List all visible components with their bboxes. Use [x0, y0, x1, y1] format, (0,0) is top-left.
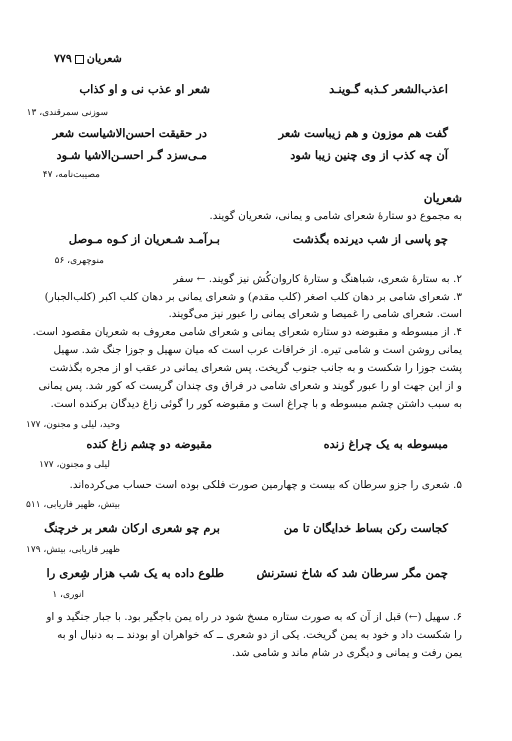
verse-source: وحید، لیلی و مجنون، ۱۷۷: [25, 420, 120, 430]
note-4-line: ۴. از مبسوطه و مقبوضه دو ستاره شعرای یمانی و شعرای شامی معروف به شعریان مقصود است.: [32, 326, 462, 338]
verse-hemistich: مبسوطه به یک چراغ زنده: [323, 437, 448, 451]
verse-hemistich: کجاست رکن بساط خدایگان تا من: [283, 521, 448, 535]
verse-source: انوری، ۱: [52, 590, 84, 600]
verse-hemistich: طلوع داده به یک شب هزار شِعری را: [46, 566, 224, 580]
verse-hemistich: شعر او عذب نی و او کذاب: [79, 82, 210, 96]
note-4-line: و از این جهت او را عبور گویند و شعرای شامی در فراق وی چندان گریست که کور شد. پس یمانی: [38, 380, 462, 392]
verse-hemistich: گفت هم موزون و هم زیباست شعر: [278, 126, 448, 140]
verse-source: مصیبت‌نامه، ۴۷: [42, 170, 100, 180]
verse-hemistich: چو پاسی از شب دیرنده بگذشت: [292, 232, 448, 246]
verse-hemistich: مقبوضه دو چشم زاغ کنده: [86, 437, 212, 451]
note-6-line: یمن رفت و یمانی و دیگری در شام ماند و شامی شد.: [231, 647, 462, 659]
verse-source: بیتش، ظهیر فاریابی، ۵۱۱: [26, 500, 120, 510]
verse-source: سوزنی سمرقندی، ۱۳: [26, 108, 108, 118]
verse-source: لیلی و مجنون، ۱۷۷: [39, 460, 110, 470]
note-3-line: است. شعرای شامی را غمیصا و شعرای یمانی را عبور نیز می‌گویند.: [168, 308, 462, 320]
verse-hemistich: در حقیقت احسن‌الاشیاست شعر: [52, 126, 207, 140]
note-4-line: به سبب داشتن چشم مبسوطه و با چراغ است و مقبوضه کور را گوئی زاغ دیدگان برکنده است.: [50, 398, 462, 410]
square-ornament-icon: [75, 55, 84, 64]
page-number: ۷۷۹: [54, 52, 72, 65]
note-4-line: یمانی روشن است و شامی تیره. از خرافات عرب است که میان سهیل و جوزا جنگ شد. سهیل: [53, 344, 462, 356]
note-3-line: ۳. شعرای شامی بر دهان کلب اصغر (کلب مقدم) و شعرای یمانی بر دهان کلب اکبر (کلب‌الجبار): [44, 291, 462, 303]
running-head-title: شعریان: [86, 52, 122, 65]
running-head: [54, 52, 122, 65]
verse-source: منوچهری، ۵۶: [54, 256, 104, 266]
note-6-line: را شکست داد و خود به یمن گریخت. یکی از دو شعری ــ که خواهران او بودند ــ به دنبال او به: [57, 629, 462, 641]
note-6-line: ۶. سهیل (←) قبل از آن که به صورت ستاره مسخ شود در راه یمن باجگیر بود. با جبار جنگید و او: [46, 611, 462, 623]
note-4-line: پشت جوزا را شکست و به جانب جنوب گریخت. پس شعرای یمانی در عقب او از مجره بگذشت: [49, 362, 462, 374]
verse-hemistich: اعذب‌الشعر کـذبه گـوینـد: [329, 82, 448, 96]
verse-hemistich: آن چه کذب از وی چنین زیبا شود: [290, 148, 448, 162]
verse-source: ظهیر فاریابی، بیتش، ۱۷۹: [26, 545, 120, 555]
entry-definition: به مجموع دو ستارهٔ شعرای شامی و یمانی، شعریان گویند.: [209, 210, 462, 222]
verse-hemistich: چمن مگر سرطان شد که شاخ نسترنش: [256, 566, 448, 580]
verse-hemistich: مـی‌سزد گـر احسـن‌الاشیا شـود: [56, 148, 207, 162]
entry-heading: شعریان: [423, 191, 462, 205]
note-2: ۲. به ستارهٔ شعری، شباهنگ و ستارهٔ کاروان‌کُش نیز گویند. ← سفر: [173, 273, 462, 285]
verse-hemistich: بـرآمـد شـعریان از کـوه مـوصل: [68, 232, 220, 246]
verse-hemistich: برم چو شعری ارکان شعر بر خرچنگ: [44, 521, 220, 535]
note-5: ۵. شعری را جزو سرطان که بیست و چهارمین صورت فلکی بوده است حساب می‌کرده‌اند.: [69, 479, 462, 491]
